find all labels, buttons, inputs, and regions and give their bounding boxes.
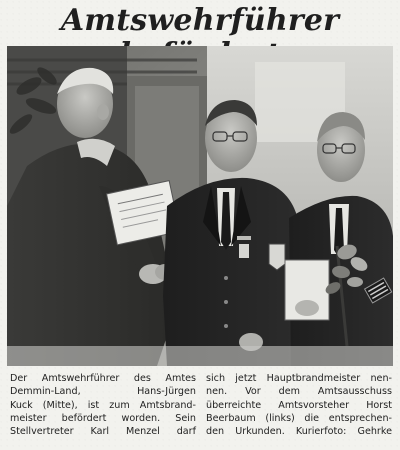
caption-line: den Urkunden. Kurierfoto: Gehrke xyxy=(206,426,392,438)
caption-line: überreichte Amtsvorsteher Horst xyxy=(206,399,392,411)
caption-line: meister befördert worden. Sein xyxy=(10,412,196,424)
caption-line: Beerbaum (links) die entsprechen- xyxy=(206,412,392,424)
caption-line: Demmin-Land, Hans-Jürgen xyxy=(10,386,196,398)
caption-line: Kuck (Mitte), ist zum Amtsbrand- xyxy=(10,399,196,411)
caption-line: nen. Vor dem Amtsausschuss xyxy=(206,386,392,398)
caption-line: sich jetzt Hauptbrandmeister nen- xyxy=(206,373,392,384)
article-headline: Amtswehrführer xyxy=(60,3,340,38)
caption-column-left xyxy=(10,372,196,438)
article-photo xyxy=(7,46,393,366)
photo-illustration xyxy=(7,46,393,366)
caption-column-right xyxy=(206,372,392,438)
caption-line: Der Amtswehrführer des Amtes xyxy=(10,373,196,384)
caption-line: Stellvertreter Karl Menzel darf xyxy=(10,426,196,438)
